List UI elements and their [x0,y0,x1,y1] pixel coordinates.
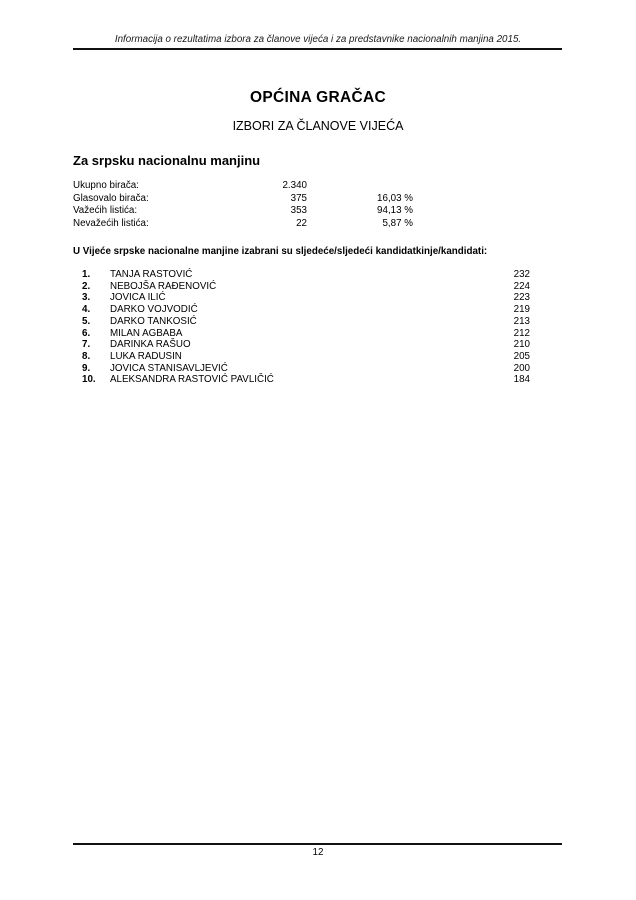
candidate-row [82,351,530,363]
candidate-votes: 184 [513,374,530,386]
candidate-rank: 7. [82,339,91,351]
stat-label: Ukupno birača: [73,180,139,191]
candidate-row [82,363,530,375]
candidate-name: JOVICA STANISAVLJEVIĆ [110,362,228,374]
stat-value: 375 [290,192,307,204]
candidate-rank: 1. [82,269,91,280]
candidate-name: JOVICA ILIĆ [110,292,166,304]
footer-rule [73,843,562,845]
page-subtitle: IZBORI ZA ČLANOVE VIJEĆA [232,119,404,133]
candidate-name: ALEKSANDRA RASTOVIĆ PAVLIČIĆ [110,374,274,386]
candidate-rank: 4. [82,304,91,316]
section-heading: Za srpsku nacionalnu manjinu [73,153,261,168]
stat-percent: 94,13 % [377,205,413,217]
stat-label: Važećih listića: [73,205,138,217]
stat-label: Nevažećih listića: [73,217,149,229]
candidate-rank: 6. [82,327,91,339]
candidate-votes: 213 [513,315,530,327]
candidate-votes: 200 [513,362,530,374]
candidate-votes: 205 [513,350,530,362]
candidate-row [82,292,530,304]
candidate-votes: 219 [513,304,530,316]
candidate-votes: 212 [513,327,530,339]
candidate-votes: 232 [513,269,530,280]
candidate-row [82,304,530,316]
candidate-rank: 5. [82,315,91,327]
candidate-rank: 2. [82,280,91,292]
elected-intro: U Vijeće srpske nacionalne manjine izabrani su sljedeće/sljedeći kandidatkinje/kandidati: [73,246,488,257]
candidate-votes: 224 [513,280,530,292]
stat-value: 2.340 [282,180,307,191]
candidate-row [82,316,530,328]
candidate-rank: 8. [82,350,91,362]
stat-value: 353 [290,205,307,217]
candidate-list [82,269,530,386]
candidate-name: NEBOJŠA RAĐENOVIĆ [110,280,217,292]
candidate-rank: 3. [82,292,91,304]
stats-row [73,193,413,206]
stats-table [73,180,413,230]
document-header: Informacija o rezultatima izbora za članove vijeća i za predstavnike nacionalnih manjina 2015. [114,34,522,45]
stat-label: Glasovalo birača: [73,192,149,204]
candidate-name: DARINKA RAŠUO [110,339,191,351]
candidate-votes: 223 [513,292,530,304]
header-rule [73,48,562,50]
stats-row [73,180,413,193]
candidate-row [82,269,530,281]
candidate-row [82,374,530,386]
stats-row [73,218,413,231]
candidate-votes: 210 [513,339,530,351]
candidate-row [82,339,530,351]
candidate-row [82,281,530,293]
page-number: 12 [312,847,324,858]
candidate-rank: 10. [82,374,96,386]
candidate-name: DARKO VOJVODIĆ [110,304,198,316]
stat-percent [307,180,413,193]
candidate-rank: 9. [82,362,91,374]
candidate-name: DARKO TANKOSIĆ [110,315,197,327]
candidate-row [82,328,530,340]
candidate-name: MILAN AGBABA [110,327,183,339]
stat-value: 22 [296,217,307,229]
candidate-name: LUKA RADUSIN [110,350,182,362]
page-title: OPĆINA GRAČAC [250,89,386,106]
stats-row [73,205,413,218]
candidate-name: TANJA RASTOVIĆ [110,269,193,280]
stat-percent: 5,87 % [382,217,413,229]
stat-percent: 16,03 % [377,192,413,204]
